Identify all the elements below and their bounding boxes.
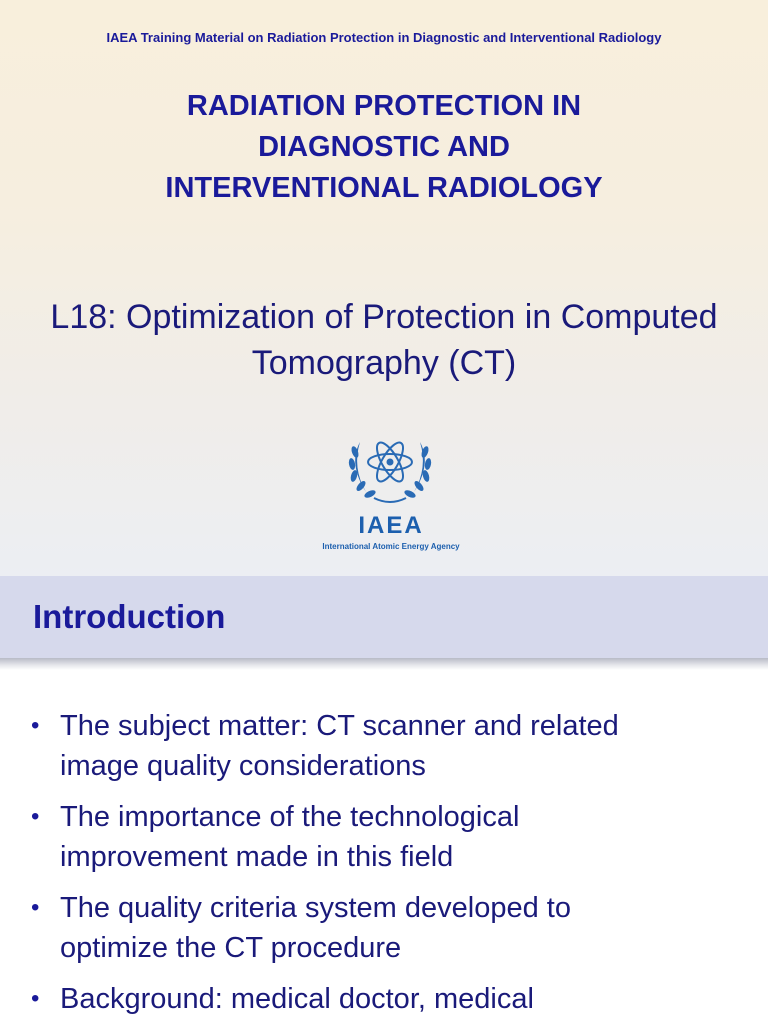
bullet-line: improvement made in this field [60, 841, 454, 873]
bullet-list [0, 706, 768, 1024]
list-item [0, 888, 768, 968]
list-item [0, 797, 768, 877]
bullet-line: The subject matter: CT scanner and related [60, 710, 619, 742]
bullet-icon: • [31, 712, 40, 739]
main-title [0, 86, 768, 209]
bullet-line: Background: medical doctor, medical [60, 983, 534, 1015]
bullet-icon: • [31, 803, 40, 830]
bullet-icon: • [31, 985, 40, 1012]
main-title-line: INTERVENTIONAL RADIOLOGY [165, 172, 603, 204]
lecture-title [0, 294, 768, 386]
bullet-line: The quality criteria system developed to [60, 892, 571, 924]
iaea-atom-wreath-logo-icon [340, 426, 440, 510]
bullet-line: The importance of the technological [60, 801, 520, 833]
logo-full-name: International Atomic Energy Agency [322, 542, 460, 551]
intro-title: Introduction [33, 598, 226, 635]
slide-header: IAEA Training Material on Radiation Protection in Diagnostic and Interventional Radiology [106, 30, 662, 45]
bullet-icon: • [31, 894, 40, 921]
list-item [0, 979, 768, 1019]
bullet-line: optimize the CT procedure [60, 932, 402, 964]
logo-name: IAEA [358, 512, 424, 539]
list-item [0, 706, 768, 786]
bullet-line: image quality considerations [60, 750, 426, 782]
main-title-line: RADIATION PROTECTION IN [186, 90, 582, 122]
main-title-line: DIAGNOSTIC AND [258, 131, 510, 163]
lecture-title-line: Tomography (CT) [251, 344, 517, 382]
intro-header-shadow [0, 658, 768, 670]
lecture-title-line: L18: Optimization of Protection in Computed [50, 298, 718, 336]
